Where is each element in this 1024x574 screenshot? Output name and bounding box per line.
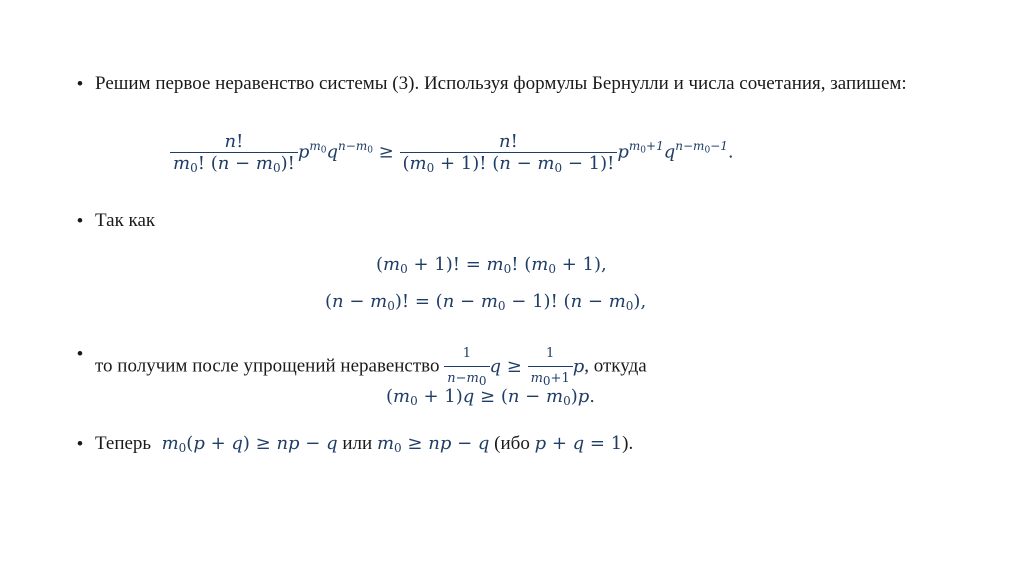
final-inequality-2: $m_0$ ≥ np − q [376, 433, 490, 455]
bullet-2 [77, 209, 156, 233]
final-inequality-1: $m_0(p + q)$ ≥ np − q [155, 433, 338, 455]
bullet-2-text: Так как [95, 210, 156, 231]
bullet-3 [77, 342, 647, 391]
bullet-dot: • [77, 74, 83, 93]
bernoulli-inequality: $\frac{n!}{m_0! (n - m_0)!}$ $p^{m_0}q^{n-m_0}$ ≥ $\frac{n!}{(m_0 + 1)! (n - m_0 - 1)!}$ $p^{m_0+1}q^{n-m_0-1}$. [170, 131, 734, 174]
bullet-4-close: ). [622, 433, 634, 454]
bullet-dot: • [77, 211, 83, 230]
bullet-dot: • [77, 344, 83, 363]
bullet-4-mid: или [342, 433, 373, 454]
factorial-identity-2: $(n - m_0)$! = $(n - m_0 - 1)$! $(n - m_0)$, [325, 291, 647, 313]
bullet-4 [77, 432, 634, 456]
bullet-dot: • [77, 434, 83, 453]
bullet-1-text: Решим первое неравенство системы (3). Используя формулы Бернулли и числа сочетания, запишем: [95, 73, 907, 94]
factorial-identity-1: $(m_0 + 1)$! = $m_0$! $(m_0 + 1)$, [376, 254, 607, 276]
bullet-3-after: , откуда [584, 355, 647, 377]
result-inequality: $(m_0 + 1)q \ge (n - m_0)p$. [386, 386, 595, 408]
bullet-1 [77, 72, 915, 96]
simplified-inequality: $\frac{1}{n-m_0}$ q ≥ $\frac{1}{m_0+1}$ p [444, 356, 584, 377]
probability-sum: p + q = 1 [534, 433, 623, 454]
bullet-4-text: Теперь [95, 433, 152, 454]
bullet-3-text: то получим после упрощений неравенство [95, 355, 440, 377]
bullet-4-tail: (ибо [494, 433, 530, 454]
